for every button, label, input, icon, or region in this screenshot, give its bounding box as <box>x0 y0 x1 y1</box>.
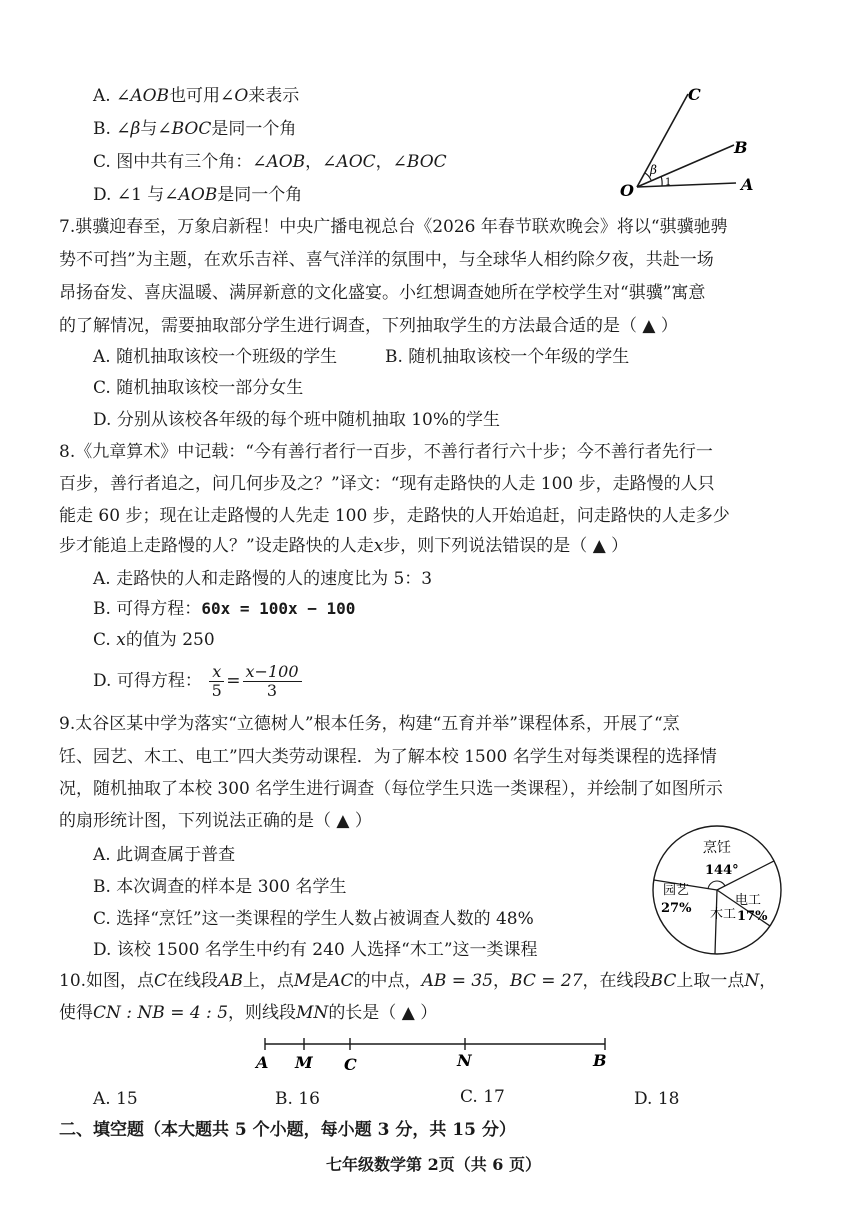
q7-stem-line1: 7.骐骥迎春至，万象启新程！中央广播电视总台《2026 年春节联欢晚会》将以“骐骥驰骋 <box>59 217 728 237</box>
q9-option-a: A. 此调查属于普查 <box>93 845 236 865</box>
q9-option-d: D. 该校 1500 名学生中约有 240 人选择“木工”这一类课程 <box>93 940 538 960</box>
pie-label-electrical: 电工 <box>735 893 762 908</box>
q8-stem-line2: 百步，善行者追之，问几何步及之？”译文：“现有走路快的人走 100 步，走路慢的人只 <box>59 474 715 494</box>
q10-stem-line2: 使得CN : NB = 4 : 5，则线段MN的长是（ ▲ ） <box>59 1003 438 1023</box>
q7-option-b: B. 随机抽取该校一个年级的学生 <box>385 347 630 367</box>
pie-value-cooking: 144° <box>705 863 739 878</box>
q10-stem-line1: 10.如图，点C在线段AB上，点M是AC的中点，AB = 35，BC = 27，在线段BC上取一点N， <box>59 971 777 991</box>
q8-stem-line1: 8.《九章算术》中记载：“今有善行者行一百步，不善行者行六十步；今不善行者先行一 <box>59 442 713 462</box>
label-b: B <box>734 138 748 157</box>
label-angle-1: 1 <box>665 177 672 188</box>
fraction-x-minus-100-over-3: $\frac{x-100}{3}$ <box>243 663 302 700</box>
fraction-x-over-5: $\frac{x}{5}$ <box>209 663 224 700</box>
q7-option-a: A. 随机抽取该校一个班级的学生 <box>93 347 338 367</box>
q8-option-a: A. 走路快的人和走路慢的人的速度比为 5：3 <box>93 569 433 589</box>
q9-stem-line1: 9.太谷区某中学为落实“立德树人”根本任务，构建“五育并举”课程体系，开展了“烹 <box>59 714 680 734</box>
q6-option-b: B. ∠β与∠BOC是同一个角 <box>93 119 297 139</box>
q10-option-b: B. 16 <box>275 1089 320 1109</box>
pie-value-gardening: 27% <box>661 901 692 916</box>
page-footer: 七年级数学第 2页（共 6 页） <box>326 1155 541 1174</box>
q9-option-c: C. 选择“烹饪”这一类课程的学生人数占被调查人数的 48% <box>93 909 534 929</box>
label-beta: β <box>650 163 657 177</box>
pie-value-electrical: 17% <box>737 909 768 924</box>
q9-stem-line4: 的扇形统计图，下列说法正确的是（ ▲ ） <box>59 811 372 831</box>
q9-stem-line2: 饪、园艺、木工、电工”四大类劳动课程．为了解本校 1500 名学生对每类课程的选择情 <box>59 747 717 767</box>
q6-option-d: D. ∠1 与∠AOB是同一个角 <box>93 185 303 205</box>
q6-option-c: C. 图中共有三个角：∠AOB，∠AOC，∠BOC <box>93 152 447 172</box>
pie-label-cooking: 烹饪 <box>703 840 731 856</box>
q10-option-a: A. 15 <box>93 1089 138 1109</box>
pie-label-woodwork-1: 木工 <box>710 907 737 922</box>
ray-oa <box>637 183 736 187</box>
q6-option-a: A. ∠AOB也可用∠O来表示 <box>93 86 300 106</box>
q8-option-d: D. 可得方程： $\frac{x}{5}$ = $\frac{x-100}{3}$ <box>93 660 304 702</box>
q7-option-c: C. 随机抽取该校一部分女生 <box>93 378 304 398</box>
q8-stem-line4: 步才能追上走路慢的人？”设走路快的人走x步，则下列说法错误的是（ ▲ ） <box>59 536 629 556</box>
label-c: C <box>688 85 701 104</box>
pie-chart <box>649 822 785 958</box>
point-label-m: M <box>295 1053 313 1072</box>
q8-option-b: B. 可得方程：60x = 100x − 100 <box>93 599 356 619</box>
arc-1 <box>661 176 662 186</box>
ray-oc <box>637 94 688 187</box>
point-label-n: N <box>457 1051 472 1070</box>
point-label-a: A <box>256 1053 269 1072</box>
angle-figure <box>610 80 770 200</box>
q8-stem-line3: 能走 60 步；现在让走路慢的人先走 100 步，走路快的人开始追赶，问走路快的人走多少 <box>59 506 730 526</box>
q10-option-c: C. 17 <box>460 1087 505 1107</box>
q10-option-d: D. 18 <box>634 1089 680 1109</box>
label-a: A <box>741 175 754 194</box>
q8-option-c: C. x的值为 250 <box>93 630 215 650</box>
segment-figure <box>250 1032 620 1080</box>
section-2-title: 二、填空题（本大题共 5 个小题，每小题 3 分，共 15 分） <box>59 1120 516 1140</box>
pie-label-gardening: 园艺 <box>663 883 690 898</box>
q7-stem-line3: 昂扬奋发、喜庆温暖、满屏新意的文化盛宴。小红想调查她所在学校学生对“骐骥”寓意 <box>59 283 706 303</box>
q9-stem-line3: 况，随机抽取了本校 300 名学生进行调查（每位学生只选一类课程），并绘制了如图所示 <box>59 779 723 799</box>
q7-option-d: D. 分别从该校各年级的每个班中随机抽取 10%的学生 <box>93 410 501 430</box>
q7-stem-line2: 势不可挡”为主题，在欢乐吉祥、喜气洋洋的氛围中，与全球华人相约除夕夜，共赴一场 <box>59 250 714 270</box>
label-o: O <box>620 181 634 200</box>
point-label-c: C <box>344 1055 357 1074</box>
point-label-b: B <box>593 1051 607 1070</box>
q7-stem-line4: 的了解情况，需要抽取部分学生进行调查，下列抽取学生的方法最合适的是（ ▲ ） <box>59 316 678 336</box>
q9-option-b: B. 本次调查的样本是 300 名学生 <box>93 877 347 897</box>
